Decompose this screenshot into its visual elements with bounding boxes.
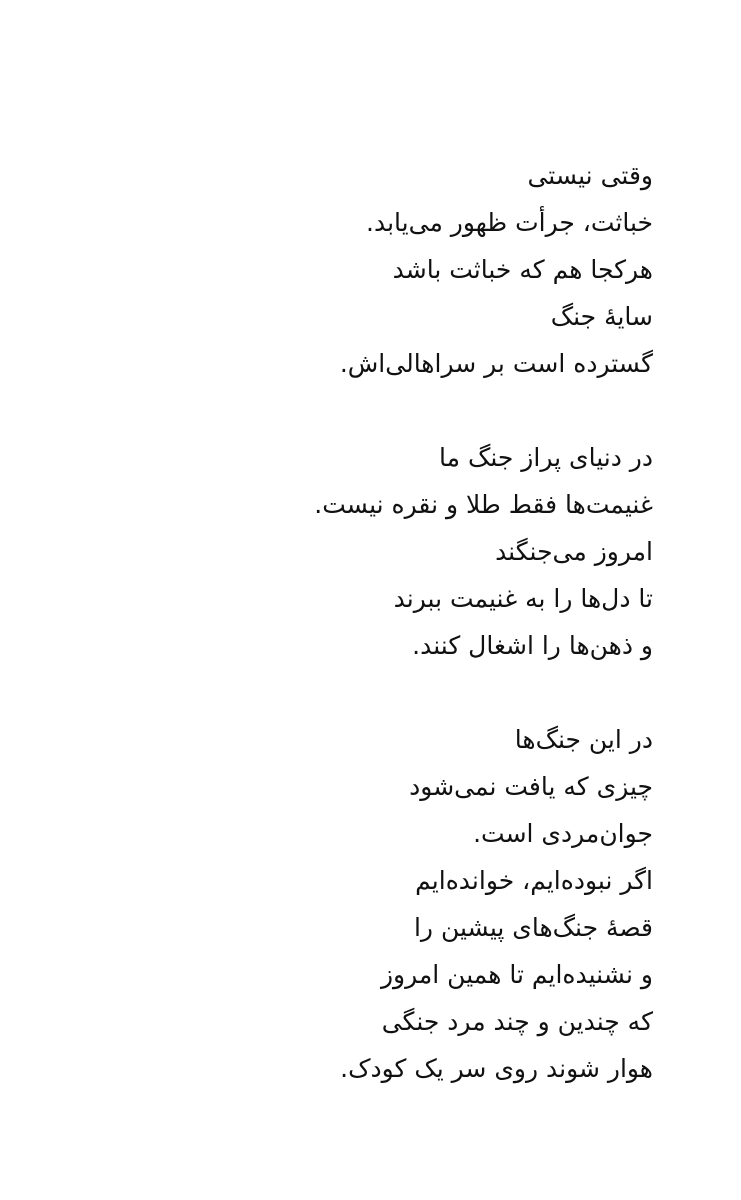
poem-line: هوار شوند روی سر یک کودک. <box>340 1054 653 1083</box>
poem-line: در این جنگ‌ها <box>514 725 653 754</box>
poem-line: سایهٔ جنگ <box>550 302 653 331</box>
poem-line: در دنیای پراز جنگ ما <box>439 443 653 472</box>
poem-line: و ذهن‌ها را اشغال کنند. <box>412 631 653 660</box>
poem-line: هرکجا هم که خباثت باشد <box>392 255 653 284</box>
poem-line: قصهٔ جنگ‌های پیشین را <box>413 913 653 942</box>
stanza-3 <box>93 716 653 1092</box>
poem-line: که چندین و چند مرد جنگی <box>381 1007 653 1036</box>
stanza-2 <box>93 434 653 669</box>
poem-line: اگر نبوده‌ایم، خوانده‌ایم <box>415 866 653 895</box>
poem-line: جوان‌مردی است. <box>473 819 653 848</box>
poem-line: چیزی که یافت نمی‌شود <box>409 772 653 801</box>
poem-text <box>93 152 653 1092</box>
poem-line: وقتی نیستی <box>527 161 653 190</box>
poem-line: خباثت، جرأت ظهور می‌یابد. <box>366 208 653 237</box>
stanza-1 <box>93 152 653 387</box>
poem-line: امروز می‌جنگند <box>495 537 653 566</box>
poem-line: تا دل‌ها را به غنیمت ببرند <box>393 584 653 613</box>
poem-line: گسترده است بر سرا‌هالی‌اش. <box>339 349 653 378</box>
poem-line: غنیمت‌ها فقط طلا و نقره نیست. <box>314 490 653 519</box>
poem-line: و نشنیده‌ایم تا همین امروز <box>380 960 653 989</box>
